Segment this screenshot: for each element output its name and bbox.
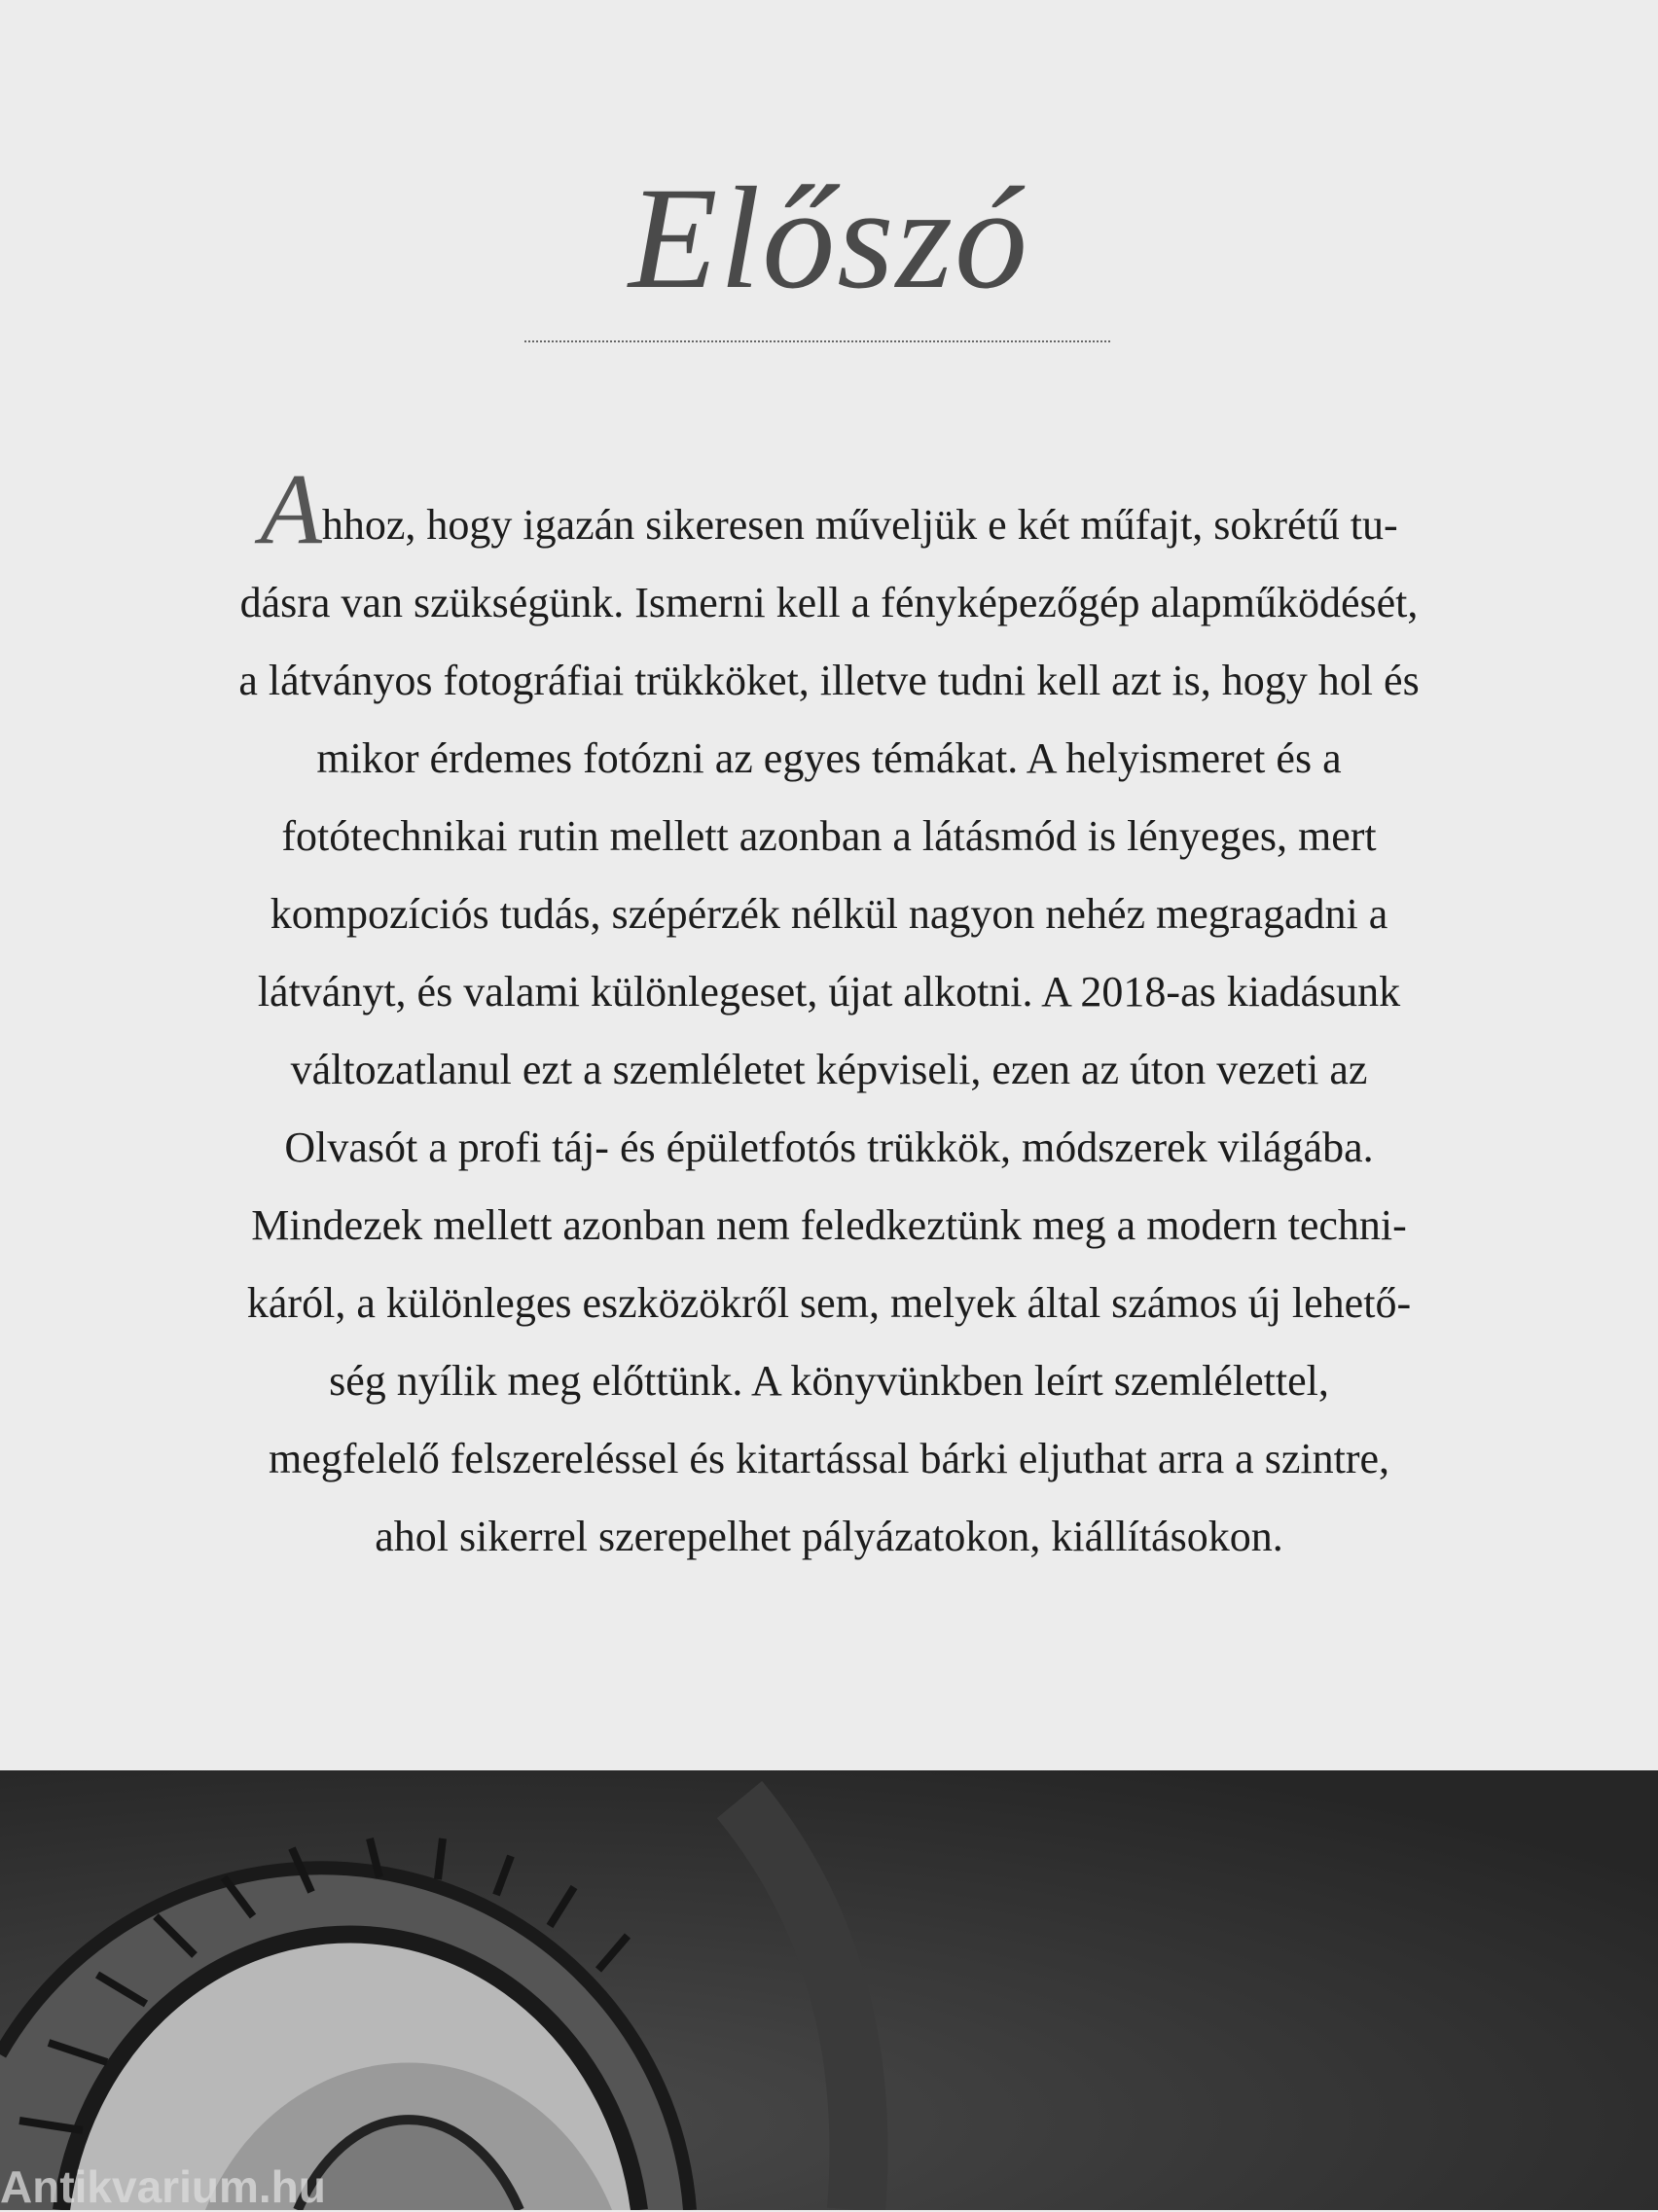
page-title: Előszó [628,158,1030,319]
text-line: a látványos fotográfiai trükköket, illetve tudni kell azt is, hogy hol és [238,657,1420,704]
text-line: dásra van szükségünk. Ismerni kell a fényképezőgép alapműködését, [239,579,1419,626]
title-divider [524,340,1110,342]
text-line: Olvasót a profi táj- és épületfotós trükkök, módszerek világába. [284,1124,1374,1171]
text-line-content: hhoz, hogy igazán sikeresen műveljük e két műfajt, sokrétű tu- [321,501,1398,549]
preface-paragraph [58,453,1600,1576]
text-line: ség nyílik meg előttünk. A könyvünkben leírt szemlélettel, [329,1357,1329,1405]
watermark: Antikvarium.hu [0,2161,326,2212]
text-line: Mindezek mellett azonban nem feledkeztünk meg a modern techni- [251,1201,1407,1249]
text-line: megfelelő felszereléssel és kitartással bárki eljuthat arra a szintre, [268,1435,1389,1482]
text-line: látványt, és valami különlegeset, újat alkotni. A 2018-as kiadásunk [257,968,1401,1016]
text-line: mikor érdemes fotózni az egyes témákat. A helyismeret és a [316,734,1342,782]
text-line: ahol sikerrel szerepelhet pályázatokon, kiállításokon. [375,1513,1283,1560]
text-line: fotótechnikai rutin mellett azonban a látásmód is lényeges, mert [281,812,1377,860]
text-line: káról, a különleges eszközökről sem, melyek által számos új lehető- [246,1279,1412,1327]
text-line: változatlanul ezt a szemléletet képviseli, ezen az úton vezeti az [290,1046,1368,1093]
drop-cap: A [260,453,322,565]
text-line [58,453,1600,565]
spiral-staircase-photo [0,1770,1658,2210]
text-line: kompozíciós tudás, szépérzék nélkül nagyon nehéz megragadni a [270,890,1388,938]
